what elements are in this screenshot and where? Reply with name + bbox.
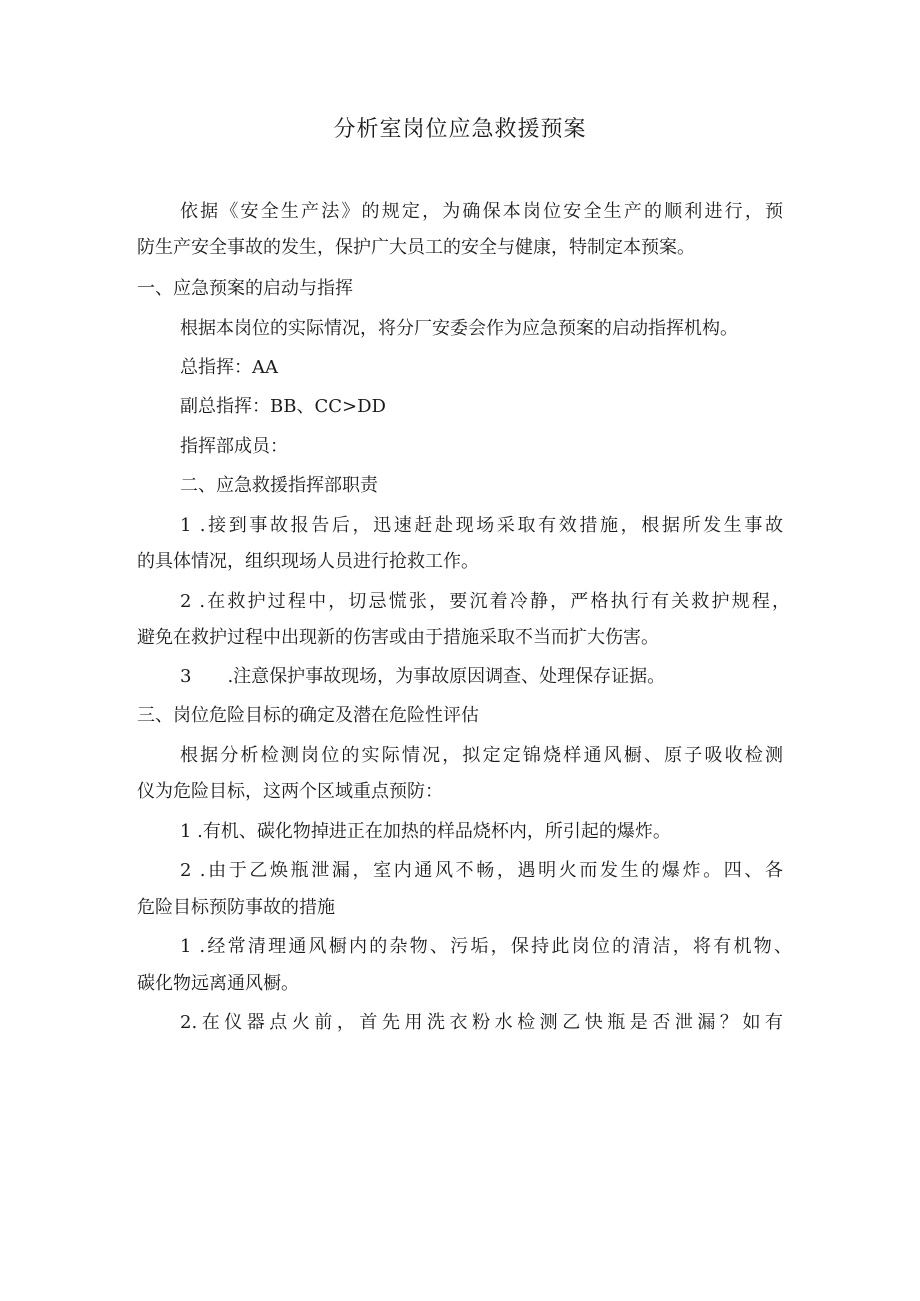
paragraph-line: 依据《安全生产法》的规定，为确保本岗位安全生产的顺利进行，预 [180, 201, 783, 222]
section-heading: 一、应急预案的启动与指挥 [137, 278, 353, 299]
list-item-line: 1 .有机、碳化物掉进正在加热的样品烧杯内，所引起的爆炸。 [180, 821, 671, 842]
paragraph-line: 根据分析检测岗位的实际情况，拟定定锦烧样通风橱、原子吸收检测 [180, 745, 783, 766]
commander-line: 总指挥：AA [180, 357, 278, 378]
deputy-commander-line: 副总指挥：BB、CC>DD [180, 396, 386, 417]
section-heading: 危险目标预防事故的措施 [137, 897, 335, 918]
list-item-line: 2 .在救护过程中，切忌慌张，要沉着冷静，严格执行有关救护规程， [180, 591, 790, 612]
list-item-line: 避免在救护过程中出现新的伤害或由于措施采取不当而扩大伤害。 [137, 627, 659, 648]
paragraph-line: 防生产安全事故的发生，保护广大员工的安全与健康，特制定本预案。 [137, 237, 695, 258]
members-line: 指挥部成员： [180, 436, 288, 457]
section-heading: 三、岗位危险目标的确定及潜在危险性评估 [137, 705, 479, 726]
list-item-line: 碳化物远离通风橱。 [137, 973, 299, 994]
list-item-line: 的具体情况，组织现场人员进行抢救工作。 [137, 551, 479, 572]
list-item-line: 2.在仪器点火前，首先用洗衣粉水检测乙快瓶是否泄漏？如有 [180, 1012, 783, 1033]
list-item-line: 1 .经常清理通风橱内的杂物、污垢，保持此岗位的清洁，将有机物、 [180, 936, 792, 957]
paragraph-line: 仪为危险目标，这两个区域重点预防： [137, 781, 443, 802]
list-item-line: 2 .由于乙焕瓶泄漏，室内通风不畅，遇明火而发生的爆炸。四、各 [180, 860, 783, 881]
section-heading: 二、应急救援指挥部职责 [180, 475, 378, 496]
document-title: 分析室岗位应急救援预案 [333, 117, 587, 142]
paragraph-line: 根据本岗位的实际情况，将分厂安委会作为应急预案的启动指挥机构。 [180, 318, 738, 339]
list-item-line: 3 .注意保护事故现场，为事故原因调查、处理保存证据。 [180, 666, 666, 687]
list-item-line: 1 .接到事故报告后，迅速赶赴现场采取有效措施，根据所发生事故 [180, 515, 783, 536]
